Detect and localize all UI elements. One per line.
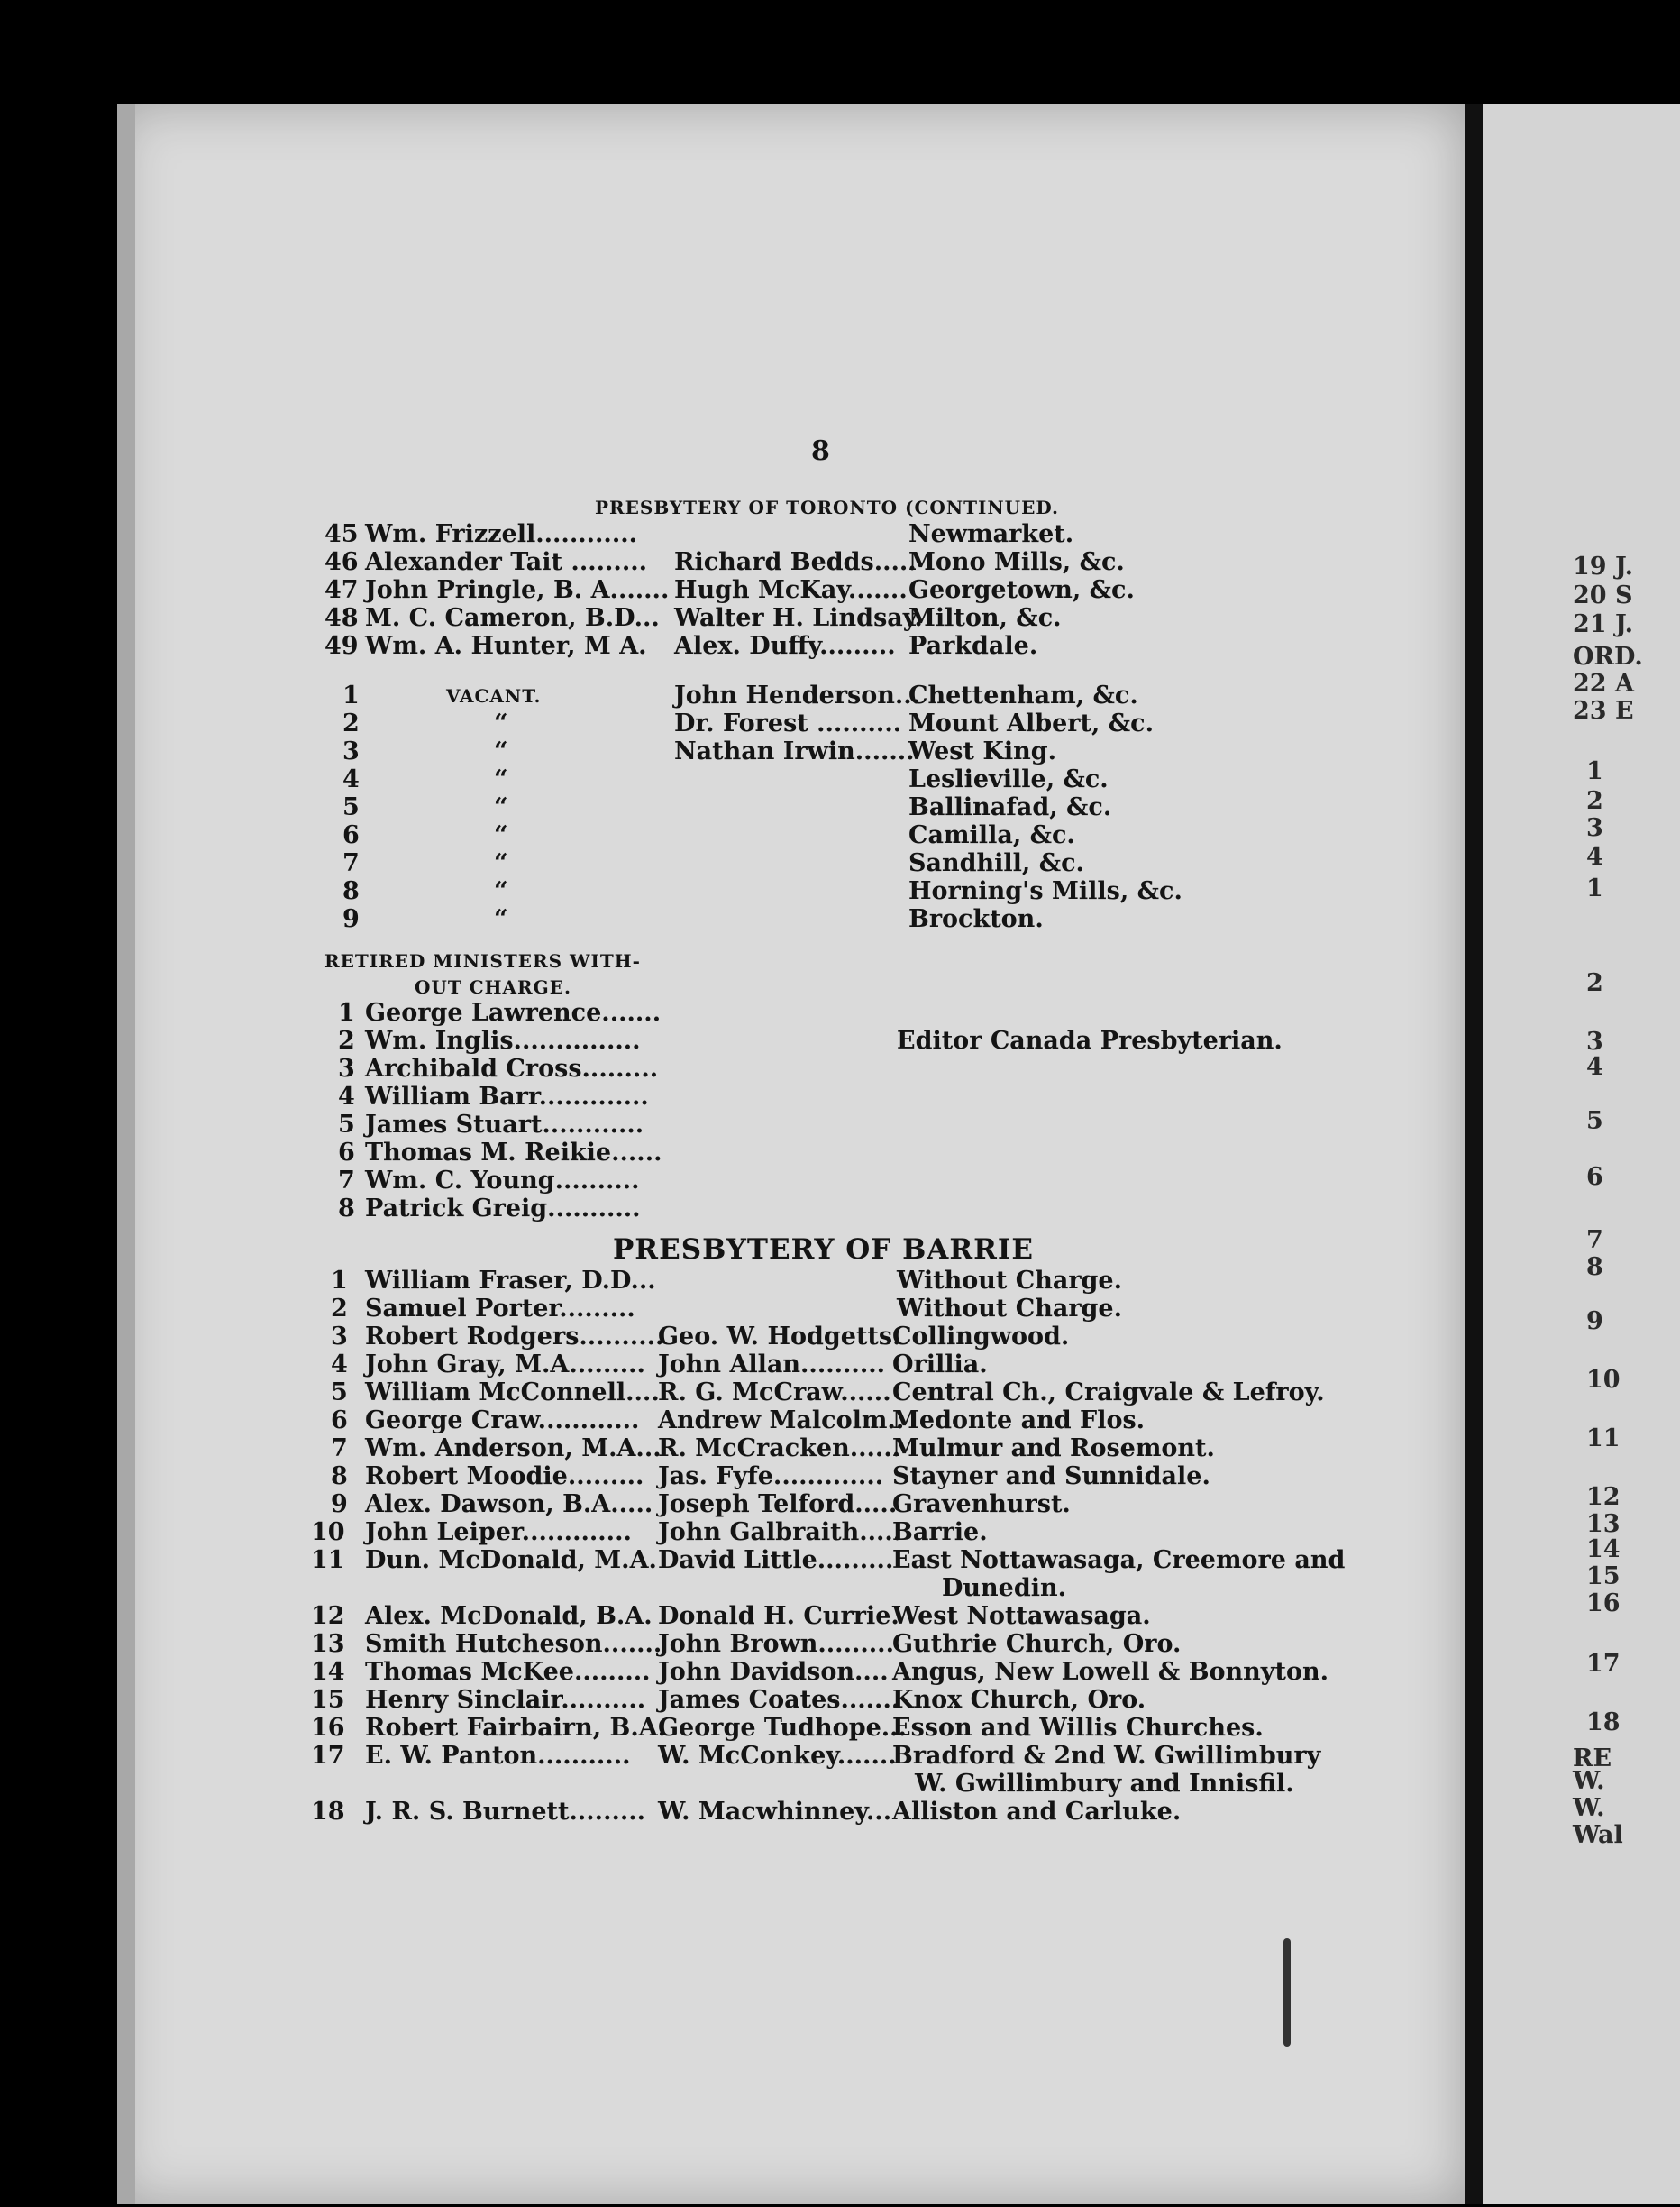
minister-number: 6	[331, 1406, 348, 1434]
minister-name: William McConnell....	[365, 1378, 660, 1406]
facing-page-fragment: 10	[1586, 1366, 1621, 1394]
retired-number: 1	[338, 999, 355, 1027]
charge-name: East Nottawasaga, Creemore and	[892, 1546, 1346, 1574]
facing-page-fragment: ORD.	[1573, 643, 1643, 671]
charge-name: Collingwood.	[892, 1323, 1070, 1351]
minister-name: J. R. S. Burnett.........	[365, 1798, 646, 1826]
vacancy-number: 6	[342, 821, 360, 849]
elder-name: Dr. Forest ..........	[674, 710, 902, 737]
minister-number: 45	[324, 520, 359, 548]
minister-number: 14	[311, 1658, 345, 1686]
elder-name: John Davidson....	[658, 1658, 889, 1686]
facing-page-fragment: 4	[1586, 843, 1603, 871]
charge-name: Horning's Mills, &c.	[908, 877, 1182, 905]
minister-name: Alex. Dawson, B.A.....	[365, 1490, 653, 1518]
facing-page-fragment: 2	[1586, 787, 1603, 815]
charge-name-cont: Dunedin.	[942, 1574, 1067, 1602]
minister-name: Samuel Porter.........	[365, 1295, 635, 1323]
minister-number: 2	[331, 1295, 348, 1323]
charge-name: Chettenham, &c.	[908, 682, 1138, 710]
ditto-mark: “	[494, 877, 508, 905]
charge-name: Camilla, &c.	[908, 821, 1075, 849]
facing-page-fragment: 17	[1586, 1650, 1621, 1678]
retired-name: William Barr.............	[365, 1083, 649, 1111]
facing-page-fragment: 11	[1586, 1424, 1621, 1452]
elder-name: Hugh McKay.......	[674, 576, 908, 604]
charge-name: Medonte and Flos.	[892, 1406, 1146, 1434]
charge-name: Milton, &c.	[908, 604, 1062, 632]
minister-number: 18	[311, 1798, 345, 1826]
facing-page-fragment: 8	[1586, 1253, 1603, 1281]
facing-page-fragment: 15	[1586, 1562, 1621, 1590]
minister-name: William Fraser, D.D...	[365, 1267, 656, 1295]
elder-name: David Little.........	[658, 1546, 894, 1574]
minister-number: 49	[324, 632, 359, 660]
retired-name: Thomas M. Reikie......	[365, 1139, 662, 1167]
charge-name: Mount Albert, &c.	[908, 710, 1155, 737]
minister-name: M. C. Cameron, B.D...	[365, 604, 660, 632]
charge-name: West King.	[908, 737, 1057, 765]
minister-number: 17	[311, 1742, 345, 1770]
minister-name: Smith Hutcheson.......	[365, 1630, 662, 1658]
elder-name: John Galbraith.....	[658, 1518, 902, 1546]
charge-name: Esson and Willis Churches.	[892, 1714, 1264, 1742]
facing-page-fragment: 9	[1586, 1307, 1603, 1335]
facing-page-fragment: 12	[1586, 1483, 1621, 1511]
charge-name: Newmarket.	[908, 520, 1074, 548]
minister-number: 13	[311, 1630, 345, 1658]
facing-page-fragment: 19 J.	[1573, 553, 1634, 581]
facing-page-fragment: 13	[1586, 1510, 1621, 1538]
charge-name: Sandhill, &c.	[908, 849, 1084, 877]
ditto-mark: “	[494, 905, 508, 933]
minister-name: Wm. Anderson, M.A...	[365, 1434, 662, 1462]
facing-page-fragment: 22 A	[1573, 670, 1634, 698]
minister-number: 1	[331, 1267, 348, 1295]
vacancy-number: 1	[342, 682, 360, 710]
elder-name: W. Macwhinney...	[658, 1798, 892, 1826]
charge-name: Leslieville, &c.	[908, 765, 1109, 793]
page-number: 8	[811, 435, 830, 467]
minister-name: Thomas McKee.........	[365, 1658, 651, 1686]
minister-number: 8	[331, 1462, 348, 1490]
vacancy-number: 7	[342, 849, 360, 877]
retired-number: 6	[338, 1139, 355, 1167]
retired-name: James Stuart............	[365, 1111, 644, 1139]
minister-number: 4	[331, 1351, 348, 1378]
retired-number: 7	[338, 1167, 355, 1195]
facing-page-fragment: 7	[1586, 1226, 1603, 1254]
minister-name: Wm. A. Hunter, M A.	[365, 632, 647, 660]
retired-number: 2	[338, 1027, 355, 1055]
facing-page-fragment: Wal	[1573, 1821, 1623, 1849]
retired-number: 3	[338, 1055, 355, 1083]
charge-name: Guthrie Church, Oro.	[892, 1630, 1182, 1658]
ditto-mark: “	[494, 793, 508, 821]
book-page	[117, 104, 1465, 2204]
retired-name: George Lawrence.......	[365, 999, 662, 1027]
facing-page-fragment: 20 S	[1573, 582, 1633, 609]
minister-name: Robert Moodie.........	[365, 1462, 644, 1490]
charge-name: West Nottawasaga.	[892, 1602, 1151, 1630]
minister-name: Dun. McDonald, M.A.	[365, 1546, 657, 1574]
facing-page-fragment: 3	[1586, 1028, 1603, 1056]
facing-page-fragment: RE	[1573, 1745, 1612, 1772]
minister-number: 15	[311, 1686, 345, 1714]
facing-page-fragment: 1	[1586, 875, 1603, 902]
charge-name: Brockton.	[908, 905, 1044, 933]
elder-name: George Tudhope...	[658, 1714, 907, 1742]
retired-note: Editor Canada Presbyterian.	[897, 1027, 1283, 1055]
facing-page-fragment: W.	[1573, 1794, 1605, 1822]
minister-name: Robert Fairbairn, B.A.	[365, 1714, 667, 1742]
elder-name: Nathan Irwin.......	[674, 737, 915, 765]
charge-name: Ballinafad, &c.	[908, 793, 1112, 821]
charge-name: Without Charge.	[897, 1267, 1123, 1295]
facing-page-fragment: W.	[1573, 1767, 1605, 1795]
elder-name: Geo. W. Hodgetts.	[658, 1323, 901, 1351]
retired-name: Patrick Greig...........	[365, 1195, 641, 1223]
retired-number: 4	[338, 1083, 355, 1111]
vacancy-number: 8	[342, 877, 360, 905]
barrie-heading: PRESBYTERY OF BARRIE	[613, 1233, 1035, 1266]
elder-name: R. McCracken......	[658, 1434, 901, 1462]
facing-page-fragment: 6	[1586, 1163, 1603, 1191]
facing-page-fragment: 2	[1586, 969, 1603, 997]
facing-page-fragment: 23 E	[1573, 697, 1634, 725]
ink-mark	[1283, 1938, 1291, 2047]
charge-name: Stayner and Sunnidale.	[892, 1462, 1210, 1490]
vacancy-number: 2	[342, 710, 360, 737]
elder-name: Richard Bedds.....	[674, 548, 917, 576]
toronto-heading: PRESBYTERY OF TORONTO (CONTINUED.	[595, 497, 1059, 518]
minister-number: 47	[324, 576, 359, 604]
minister-name: Wm. Frizzell............	[365, 520, 638, 548]
minister-name: Alex. McDonald, B.A.	[365, 1602, 653, 1630]
charge-name: Barrie.	[892, 1518, 988, 1546]
elder-name: Andrew Malcolm..	[658, 1406, 905, 1434]
retired-number: 5	[338, 1111, 355, 1139]
charge-name: Without Charge.	[897, 1295, 1123, 1323]
vacancy-number: 3	[342, 737, 360, 765]
book-spine	[1465, 104, 1483, 2204]
minister-number: 16	[311, 1714, 345, 1742]
elder-name: John Allan..........	[658, 1351, 886, 1378]
ditto-mark: “	[494, 737, 508, 765]
vacant-label: VACANT.	[446, 685, 542, 707]
minister-name: John Pringle, B. A.......	[365, 576, 670, 604]
facing-page-fragment: 4	[1586, 1053, 1603, 1081]
minister-number: 10	[311, 1518, 345, 1546]
charge-name: Mulmur and Rosemont.	[892, 1434, 1215, 1462]
minister-name: Robert Rodgers..........	[365, 1323, 664, 1351]
charge-name: Orillia.	[892, 1351, 988, 1378]
elder-name: W. McConkey.......	[658, 1742, 897, 1770]
minister-name: E. W. Panton...........	[365, 1742, 631, 1770]
elder-name: James Coates.......	[658, 1686, 900, 1714]
minister-name: Alexander Tait .........	[365, 548, 648, 576]
vacancy-number: 5	[342, 793, 360, 821]
charge-name: Parkdale.	[908, 632, 1038, 660]
minister-number: 5	[331, 1378, 348, 1406]
elder-name: John Brown.........	[658, 1630, 894, 1658]
charge-name: Central Ch., Craigvale & Lefroy.	[892, 1378, 1325, 1406]
elder-name: Alex. Duffy.........	[674, 632, 896, 660]
charge-name: Angus, New Lowell & Bonnyton.	[892, 1658, 1328, 1686]
minister-number: 46	[324, 548, 359, 576]
facing-page-fragment: 1	[1586, 757, 1603, 785]
elder-name: Joseph Telford.....	[658, 1490, 898, 1518]
retired-name: Wm. C. Young..........	[365, 1167, 640, 1195]
facing-page-fragment: 3	[1586, 814, 1603, 842]
retired-heading-cont: OUT CHARGE.	[415, 976, 571, 998]
charge-name: Knox Church, Oro.	[892, 1686, 1146, 1714]
elder-name: John Henderson...	[674, 682, 921, 710]
facing-page	[1483, 104, 1680, 2204]
charge-name-cont: W. Gwillimbury and Innisfil.	[915, 1770, 1294, 1798]
minister-number: 7	[331, 1434, 348, 1462]
minister-name: George Craw............	[365, 1406, 640, 1434]
elder-name: Walter H. Lindsay.	[674, 604, 923, 632]
page-edge-shadow	[117, 104, 135, 2204]
minister-number: 9	[331, 1490, 348, 1518]
charge-name: Georgetown, &c.	[908, 576, 1135, 604]
minister-number: 12	[311, 1602, 345, 1630]
vacancy-number: 4	[342, 765, 360, 793]
facing-page-fragment: 21 J.	[1573, 610, 1634, 638]
elder-name: Jas. Fyfe.............	[658, 1462, 884, 1490]
facing-page-fragment: 16	[1586, 1589, 1621, 1617]
ditto-mark: “	[494, 849, 508, 877]
facing-page-fragment: 18	[1586, 1708, 1621, 1736]
facing-page-fragment: 14	[1586, 1535, 1621, 1563]
charge-name: Mono Mills, &c.	[908, 548, 1125, 576]
minister-name: Henry Sinclair..........	[365, 1686, 646, 1714]
charge-name: Alliston and Carluke.	[892, 1798, 1182, 1826]
elder-name: R. G. McCraw......	[658, 1378, 891, 1406]
retired-heading: RETIRED MINISTERS WITH-	[324, 950, 641, 972]
charge-name: Bradford & 2nd W. Gwillimbury	[892, 1742, 1321, 1770]
minister-number: 3	[331, 1323, 348, 1351]
minister-number: 11	[311, 1546, 345, 1574]
vacancy-number: 9	[342, 905, 360, 933]
facing-page-fragment: 5	[1586, 1107, 1603, 1135]
ditto-mark: “	[494, 821, 508, 849]
minister-name: John Leiper.............	[365, 1518, 632, 1546]
retired-name: Archibald Cross.........	[365, 1055, 659, 1083]
retired-name: Wm. Inglis...............	[365, 1027, 641, 1055]
ditto-mark: “	[494, 710, 508, 737]
minister-name: John Gray, M.A.........	[365, 1351, 645, 1378]
charge-name: Gravenhurst.	[892, 1490, 1071, 1518]
ditto-mark: “	[494, 765, 508, 793]
elder-name: Donald H. Currie.	[658, 1602, 899, 1630]
minister-number: 48	[324, 604, 359, 632]
retired-number: 8	[338, 1195, 355, 1223]
